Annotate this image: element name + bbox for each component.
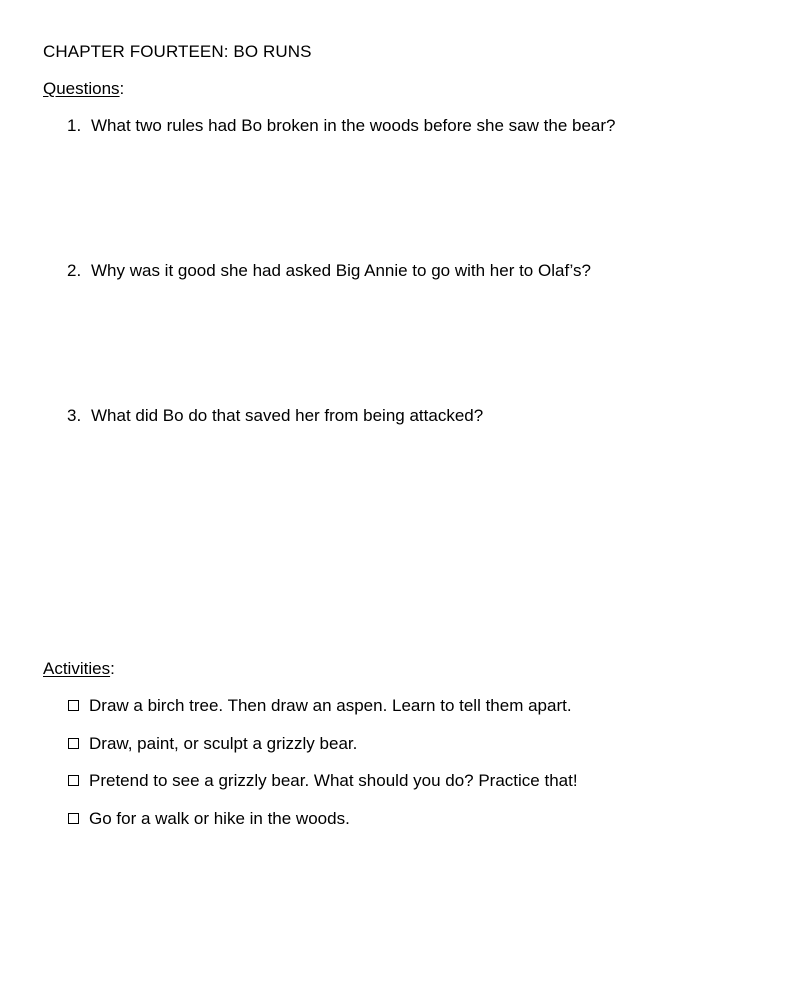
question-item <box>67 406 483 426</box>
checkbox[interactable] <box>68 738 79 749</box>
question-text: What did Bo do that saved her from being attacked? <box>91 406 484 425</box>
activity-item <box>68 771 578 791</box>
question-number: 1. <box>67 116 82 135</box>
activity-text: Draw, paint, or sculpt a grizzly bear. <box>89 734 358 753</box>
activities-heading-colon: : <box>110 659 115 678</box>
question-text: What two rules had Bo broken in the woods before she saw the bear? <box>91 116 616 135</box>
checkbox[interactable] <box>68 700 79 711</box>
activity-text: Go for a walk or hike in the woods. <box>89 809 350 828</box>
questions-heading <box>43 79 124 99</box>
activities-heading <box>43 659 115 679</box>
activity-item <box>68 696 572 716</box>
checkbox[interactable] <box>68 775 79 786</box>
activities-heading-label: Activities <box>43 659 111 678</box>
question-number: 2. <box>67 261 82 280</box>
activity-item <box>68 734 357 754</box>
checkbox[interactable] <box>68 813 79 824</box>
question-item <box>67 261 591 281</box>
questions-heading-label: Questions <box>43 79 120 98</box>
questions-heading-colon: : <box>119 79 125 98</box>
question-text: Why was it good she had asked Big Annie to go with her to Olaf’s? <box>91 261 591 280</box>
question-item <box>67 116 615 136</box>
activity-text: Draw a birch tree. Then draw an aspen. Learn to tell them apart. <box>89 696 572 715</box>
activity-item <box>68 809 350 829</box>
page-title: CHAPTER FOURTEEN: BO RUNS <box>43 42 312 61</box>
question-number: 3. <box>67 406 82 425</box>
activity-text: Pretend to see a grizzly bear. What should you do? Practice that! <box>89 771 578 790</box>
